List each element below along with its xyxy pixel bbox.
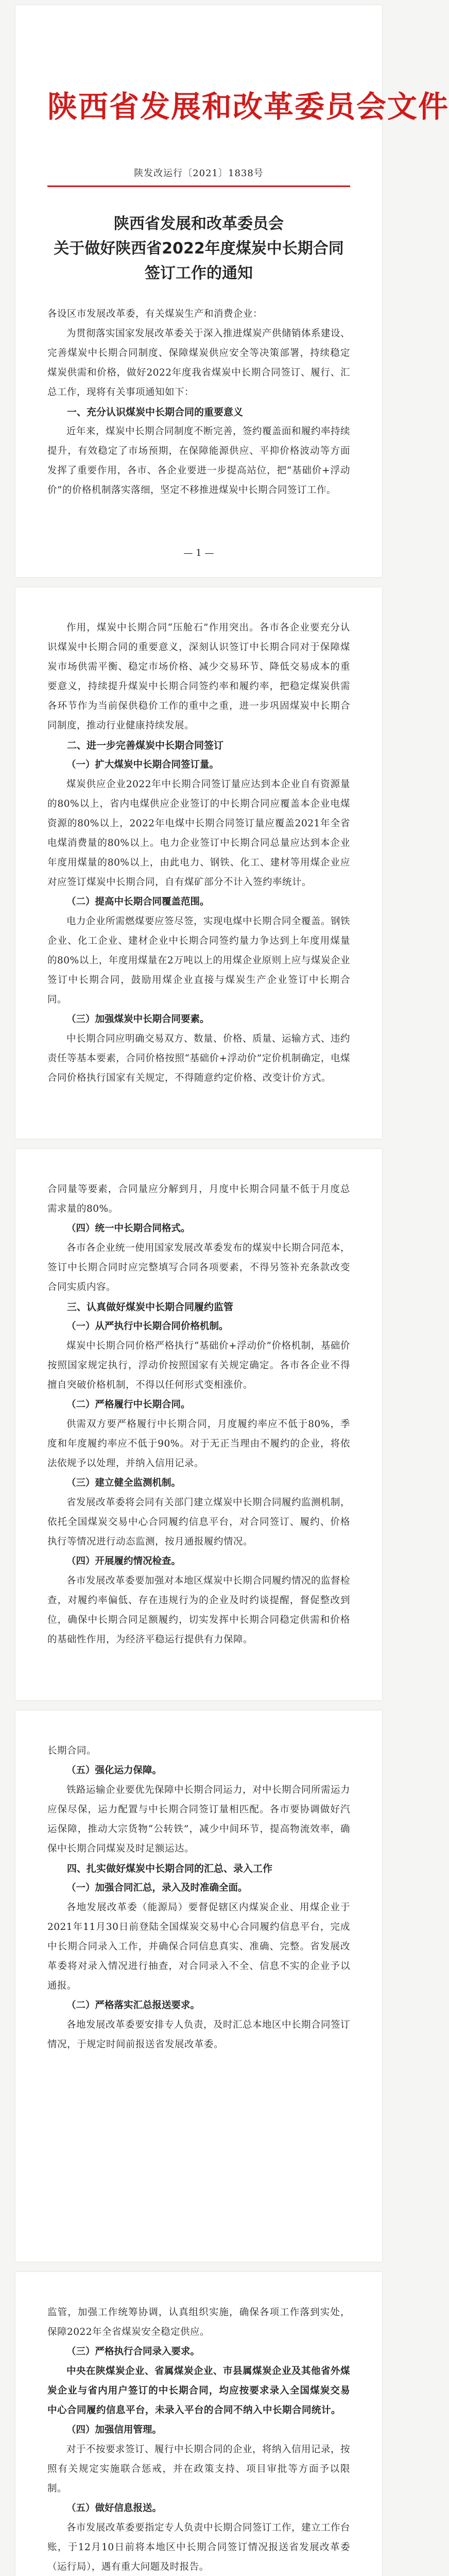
subsection-heading: （三）加强煤炭中长期合同要素。: [66, 1014, 210, 1025]
addressee: 各设区市发展改革委，有关煤炭生产和消费企业：: [47, 309, 263, 319]
doc-number: 陕发改运行〔2021〕1838号: [134, 168, 264, 179]
paragraph: 合同量等要素，合同量应分解到月，月度中长期合同量不低于月度总需求量的80%。: [47, 1184, 350, 1214]
page-1: [15, 5, 449, 577]
paragraph: 铁路运输企业要优先保障中长期合同运力，对中长期合同所需运力应保尽保，运力配置与中长期合同签订量相匹配。各市要协调做好汽运保障，推动大宗货物“公转铁”，减少中间环节，提高物流效率，确保中长期合同煤炭及时足额运达。: [47, 1785, 351, 1854]
section-heading: 二、进一步完善煤炭中长期合同签订: [67, 740, 224, 751]
subsection-heading: （一）扩大煤炭中长期合同签订量。: [66, 759, 219, 770]
page-2: [15, 587, 382, 1139]
paragraph: 各市发展改革委要加强对本地区煤炭中长期合同履约情况的监督检查，对履约率偏低、存在违规行为的企业及时约谈提醒，督促整改到位，确保中长期合同足额履约，切实发挥中长期合同稳定供需和价格的基础性作用，为经济平稳运行提供有力保障。: [47, 1575, 351, 1645]
page-5: [15, 2272, 382, 2576]
paragraph: 监管，加强工作统筹协调，认真组织实施，确保各项工作落到实处，保障2022年全省煤炭安全稳定供应。: [47, 2307, 350, 2337]
paragraph: 各地发展改革委（能源局）要督促辖区内煤炭企业、用煤企业于2021年11月30日前登陆全国煤炭交易中心合同履约信息平台，完成中长期合同录入工作，并确保合同信息真实、准确、完整。省发展改革委将对录入情况进行抽查，对合同录入不全、信息不实的企业予以通报。: [47, 1902, 350, 1991]
subsection-heading: （四）统一中长期合同格式。: [66, 1223, 191, 1234]
paragraph: 中长期合同应明确交易双方、数量、价格、质量、运输方式、违约责任等基本要素，合同价格按照“基础价+浮动价”定价机制确定，电煤合同价格执行国家有关规定，不得随意约定价格、改变计价方式。: [47, 1033, 351, 1083]
paragraph: 近年来，煤炭中长期合同制度不断完善，签约覆盖面和履约率持续提升，有效稳定了市场预期，在保障能源供应、平抑价格波动等方面发挥了重要作用，各市、各企业要进一步提高站位，把“基础价+浮动价”的价格机制落实落细，坚定不移推进煤炭中长期合同签订工作。: [47, 426, 351, 496]
subsection-heading: （四）开展履约情况检查。: [66, 1556, 181, 1567]
paragraph: 各市发展改革委要指定专人负责中长期合同签订工作，建立工作台账，于12月10日前将本地区中长期合同签订情况报送省发展改革委（运行局），遇有重大问题及时报告。: [47, 2522, 351, 2572]
paragraph: 作用，煤炭中长期合同“压舱石”作用突出。各市各企业要充分认识煤炭中长期合同的重要意义，深刻认识签订中长期合同对于保障煤炭市场供需平衡、稳定市场价格、减少交易环节、降低交易成本的重要意义，持续提升煤炭中长期合同签约率和履约率，把稳定煤炭供需各环节作为当前保供稳价工作的重中之重，进一步巩固煤炭中长期合同制度，推动行业健康持续发展。: [47, 622, 350, 731]
title-line-2: 关于做好陕西省2022年度煤炭中长期合同: [54, 240, 344, 258]
subsection-heading: （二）提高中长期合同覆盖范围。: [66, 896, 210, 907]
page-number: — 1 —: [183, 548, 214, 558]
red-divider: [47, 185, 350, 187]
subsection-heading: （四）加强信用管理。: [66, 2425, 162, 2435]
page-4: [15, 1710, 382, 2262]
paragraph: 为贯彻落实国家发展改革委关于深入推进煤炭产供储销体系建设、完善煤炭中长期合同制度、保障煤炭供应安全等决策部署，持续稳定煤炭供需和价格，做好2022年度我省煤炭中长期合同签订、履行、汇总工作，现将有关事项通知如下：: [47, 328, 351, 398]
paragraph: 长期合同。: [47, 1745, 97, 1756]
paragraph: 煤炭中长期合同价格严格执行“基础价+浮动价”价格机制，基础价按照国家规定执行，浮动价按照国家有关规定确定。各市各企业不得擅自突破价格机制，不得以任何形式变相涨价。: [47, 1341, 350, 1391]
paragraph: 煤炭供应企业2022年中长期合同签订量应达到本企业自有资源量的80%以上，省内电煤供应企业签订的中长期合同应覆盖本企业电煤资源的80%以上，2022年电煤中长期合同签订量应覆盖2021年全省电煤消费量的80%以上。电力企业签订中长期合同总量应达到本企业年度用煤量的80%以上，由此电力、钢铁、化工、建材等用煤企业应对应签订煤炭中长期合同，自有煤矿部分不计入签约率统计。: [47, 779, 350, 888]
subsection-heading: （一）加强合同汇总，录入及时准确全面。: [66, 1883, 248, 1893]
paragraph: 对于不按要求签订、履行中长期合同的企业，将纳入信用记录，按照有关规定实施联合惩戒，并在政策支持、项目审批等方面予以限制。: [47, 2444, 351, 2494]
subsection-heading: （二）严格落实汇总报送要求。: [66, 2000, 200, 2011]
subsection-heading: （三）建立健全监测机制。: [66, 1478, 181, 1488]
issuer-title: 陕西省发展和改革委员会文件: [47, 89, 449, 124]
paragraph: 各地发展改革委要安排专人负责，及时汇总本地区中长期合同签订情况，于规定时间前报送省发展改革委。: [47, 2020, 351, 2050]
subsection-heading: （二）严格履行中长期合同。: [66, 1399, 191, 1410]
page-3: [15, 1149, 382, 1700]
paragraph: 省发展改革委将会同有关部门建立煤炭中长期合同履约监测机制，依托全国煤炭交易中心合同履约信息平台，对合同签订、履约、价格执行等情况进行动态监测，按月通报履约情况。: [47, 1497, 351, 1547]
paragraph: 电力企业所需燃煤要应签尽签，实现电煤中长期合同全覆盖。钢铁企业、化工企业、建材企业中长期合同签约量力争达到上年度用煤量的80%以上，年度用煤量在2万吨以上的用煤企业原则上应与煤炭企业签订中长期合同，鼓励用煤企业直接与煤炭生产企业签订中长期合同。: [47, 916, 351, 1005]
document-title: [47, 212, 350, 286]
subsection-heading: （五）强化运力保障。: [66, 1765, 162, 1776]
section-heading: 一、充分认识煤炭中长期合同的重要意义: [67, 406, 244, 418]
subsection-heading: （五）做好信息报送。: [66, 2503, 162, 2514]
subsection-heading: （一）从严执行中长期合同价格机制。: [66, 1321, 229, 1332]
section-heading: 三、认真做好煤炭中长期合同履约监管: [67, 1301, 234, 1313]
section-heading: 四、扎实做好煤炭中长期合同的汇总、录入工作: [67, 1863, 273, 1874]
title-line-3: 签订工作的通知: [145, 264, 253, 282]
subsection-heading: （三）严格执行合同录入要求。: [66, 2346, 200, 2357]
paragraph: 各市各企业统一使用国家发展改革委发布的煤炭中长期合同范本，签订中长期合同时应完整填写合同各项要素，不得另签补充条款改变合同实质内容。: [47, 1243, 351, 1293]
paragraph: 供需双方要严格履行中长期合同，月度履约率应不低于80%，季度和年度履约率应不低于90%。对于无正当理由不履约的企业，将依法依规予以处理，并纳入信用记录。: [47, 1419, 350, 1469]
title-line-1: 陕西省发展和改革委员会: [114, 215, 284, 233]
paragraph: 中央在陕煤炭企业、省属煤炭企业、市县属煤炭企业及其他省外煤炭企业与省内用户签订的中长期合同，均应按要求录入全国煤炭交易中心合同履约信息平台，未录入平台的合同不纳入中长期合同统计。: [47, 2366, 351, 2416]
